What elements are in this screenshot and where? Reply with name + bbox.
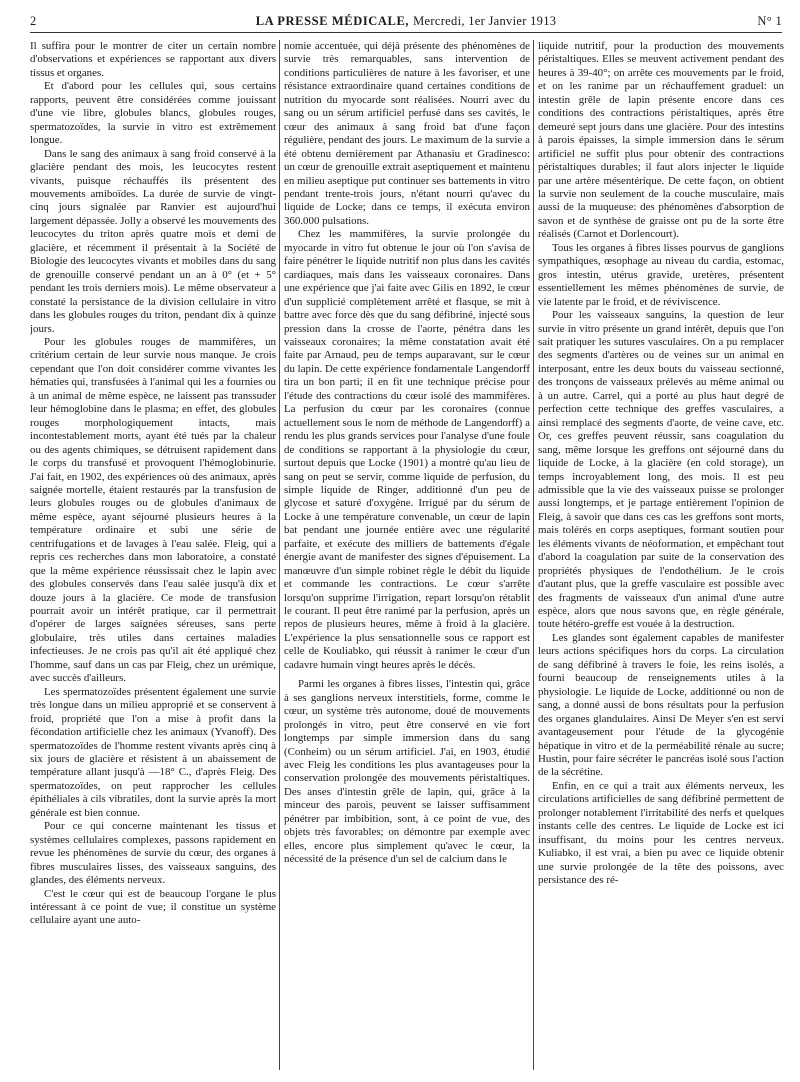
page-number: 2 [30,14,37,28]
header-rule [30,32,782,33]
paragraph: Pour les globules rouges de mammifères, un critérium certain de leur survie nous manque. Je crois cependant que l'on doit considérer comme vivantes les hématies qui, transfusées à l'animal qui les a fournies ou à un animal de même espèce, ne laissent pas transsuder leur hémoglobine dans le plasma; en effet, des globules rouges morphologiquement intacts, mais incontestablement morts, ayant été tués par la chaleur ou des agents chimiques, se détruisent rapidement dans le corps du transfusé et provoquent l'hémoglobinurie. J'ai fait, en 1902, des expériences où des animaux, après saignée mortelle, étaient restaurés par la transfusion de leurs globules rouges ou de globules d'animaux de même espèce, ayant séjourné plusieurs heures à la température ordinaire et subi une série de centrifugations et de lavages à l'eau salée. Fleig, qui a repris ces recherches dans mon laboratoire, a constaté que la même expérience réussissait chez le lapin avec des globules conservés dans l'eau salée jusqu'à dix et douze jours à la glacière. Ce mode de transfusion pourrait avoir un intérêt pratique, car il permettrait d'opérer de larges saignées séreuses, sans perte globulaire, très utiles dans certaines maladies infectieuses. Je ne crois pas qu'il ait été appliqué chez l'homme, sauf dans un cas par Fleig, chez un urémique, avec succès d'ailleurs. [30,335,276,685]
paragraph: Pour les vaisseaux sanguins, la question de leur survie in vitro présente un grand intérêt, depuis que l'on sait pratiquer les sutures vasculaires. On a pu remplacer des segments d'artères ou de veines sur un animal en interposant, entre les deux bouts du vaisseau sectionné, des tronçons de vaisseaux prélevés au même animal ou à un autre. Carrel, qui a porté au plus haut degré de perfection cette technique des greffes vasculaires, a ainsi remplacé des segments d'aorte, de veine cave, etc. Or, ces greffes peuvent réussir, sans coagulation du sang, même lorsque les greffons ont séjourné dans du liquide de Locke, à la glacière (en cold storage), un temps incroyablement long, des mois. Il est peu admissible que la vie des vaisseaux puisse se prolonger aussi longtemps, et je partage entièrement l'opinion de Fleig, à savoir que dans ces cas les greffons sont morts, mais tolérés en corps aseptiques, formant soutien pour les éléments vivants de néoformation, et empêchant tout d'abord la coagulation par suite de la conservation des propriétés physiques de l'endothélium. Je le crois d'autant plus, que la greffe vasculaire est possible avec des fragments de vaisseaux d'un animal d'une autre espèce, alors que nous savons que, en règle générale, toute hétéro-greffe est vouée à la destruction. [538,309,784,631]
issue-number: N° 1 [757,14,782,28]
paragraph: Il suffira pour le montrer de citer un certain nombre d'observations et expériences se rapportant aux divers tissus et organes. [30,40,276,79]
paragraph: Chez les mammifères, la survie prolongée du myocarde in vitro fut obtenue le jour où l'on s'avisa de faire pénétrer le liquide nutritif non plus dans les cavités cardiaques, mais dans les vaisseaux coronaires. Dans une expérience que j'ai faite avec Gilis en 1892, le cœur d'un supplicié complètement arrêté et flasque, se mit à battre avec force dès que du sang défibriné, injecté sous pression dans la crosse de l'aorte, pénétra dans les vaisseaux coronaires; la même constatation avait été faite par Arnaud, peu de temps auparavant, sur le cœur du lapin. De cette expérience fondamentale Langendorff tira un bon parti; il en fit une technique précise pour l'étude des contractions du cœur isolé des mammifères. La perfusion du cœur par les coronaires (connue actuellement sous le nom de méthode de Langendorff) a rendu les plus grands services pour l'analyse d'une foule de conditions se rapportant à la physiologie du cœur, surtout depuis que Locke (1901) a montré qu'au lieu de sang on peut se servir, comme liquide de perfusion, du simple liquide de Ringer, additionné d'un peu de glycose et saturé d'oxygène. Irrigué par du sérum de Locke à une température convenable, un cœur de lapin bat pendant une journée entière avec une régularité parfaite, et exécute des milliers de battements d'égale énergie avant de manifester des signes d'épuisement. La manœuvre d'un simple robinet règle le débit du liquide et commande les contractions. Le cœur s'arrête lorsqu'on supprime l'irrigation, repart lorsqu'on rétablit le courant. Il peut être ranimé par la perfusion, après un repos de plusieurs heures, même à froid à la glacière. L'expérience la plus sensationnelle sous ce rapport est celle de Kouliabko, qui réussit à ranimer le cœur d'un cadavre humain vingt heures après le décès. [284,228,530,671]
paragraph: Pour ce qui concerne maintenant les tissus et systèmes cellulaires complexes, passons rapidement en revue les phénomènes de survie du cœur, des organes à fibres musculaires lisses, des vaisseaux sanguins, des glandes, des éléments nerveux. [30,820,276,887]
paragraph: Les spermatozoïdes présentent également une survie très longue dans un milieu approprié et se conservent à froid, propriété que l'on a mise à profit dans la fécondation artificielle chez les animaux (Yvanoff). Des spermatozoïdes de l'homme restent vivants après cinq à six jours de glacière et résistent à un abaissement de température allant jusqu'à —18° C., d'après Fleig. Des spermatozoïdes, on peut rapprocher les cellules épithéliales à cils vibratiles, dont la survie après la mort générale est bien connue. [30,685,276,819]
paragraph: Dans le sang des animaux à sang froid conservé à la glacière pendant des mois, les leucocytes restent vivants, puisque réchauffés ils présentent des mouvements amiboïdes. La durée de survie de vingt-cinq jours signalée par Ranvier est aujourd'hui largement dépassée. Jolly a observé les mouvements des leucocytes du triton après quatre mois et demi de glacière, et récemment il présentait à la Société de Biologie des leucocytes vivants et mobiles dans du sang de grenouille conservé pendant un an à 0° (et + 5° pendant les trois derniers mois). Le même observateur a constaté la persistance de la division cellulaire in vitro dans les globules rouges du triton, pendant dix à quinze jours. [30,147,276,335]
paragraph: C'est le cœur qui est de beaucoup l'organe le plus intéressant à ce point de vue; il constitue un système cellulaire ayant une auto- [30,887,276,927]
issue-date: Mercredi, 1er Janvier 1913 [413,14,557,28]
paragraph: Tous les organes à fibres lisses pourvus de ganglions sympathiques, œsophage au niveau du cardia, estomac, gros intestin, utérus gravide, uretères, présentent essentiellement les mêmes phénomènes de survie, de vie latente par le froid, et de réviviscence. [538,241,784,308]
running-title [30,14,782,29]
text-column-2 [284,40,530,1076]
paragraph: nomie accentuée, qui déjà présente des phénomènes de survie très remarquables, sans intervention de conditions particulières de nature à les favoriser, et une résistance extraordinaire quand certaines conditions de nutrition du myocarde sont réalisées. Nourri avec du sang ou un sérum artificiel perfusé dans ses cavités, le cœur des animaux à sang froid bat d'une façon régulière, pendant des jours. Le maximum de la survie a été obtenu dernièrement par Athanasiu et Gradinesco: un cœur de grenouille extrait aseptiquement et maintenu en milieu aseptique put continuer ses battements in vitro pendant trente-trois jours, n'étant nourri qu'avec du liquide de Locke; dans ce temps, il exécuta environ 360.000 pulsations. [284,40,530,227]
paragraph: liquide nutritif, pour la production des mouvements péristaltiques. Elles se meuvent activement pendant des heures à 39-40°; on arrête ces mouvements par le froid, et on les ranime par un réchauffement graduel: un intestin grêle de lapin présente encore dans ces conditions des contractions péristaltiques, après être demeuré sept jours dans une glacière. Pour des intestins à parois épaisses, la simple immersion dans le sérum artificiel ne suffit plus pour obtenir des contractions péristaltiques durables; il faut alors injecter le liquide par une artère mésentérique. De cette façon, on obtient la survie non seulement de la couche musculaire, mais aussi de la muqueuse: des phénomènes d'absorption de savon et de synthèse de graisse ont pu de la sorte être réalisés (Carnot et Dorlencourt). [538,40,784,241]
paragraph: Enfin, en ce qui a trait aux éléments nerveux, les circulations artificielles de sang défibriné permettent de prolonger notablement l'irritabilité des nerfs et quelques instants celle des centres. Le liquide de Locke est ici insuffisant, du moins pour les centres nerveux. Kuliabko, il est vrai, a bien pu avec ce liquide obtenir une survie prolongée de la tête des poissons, avec persistance des ré- [538,779,784,887]
paragraph: Et d'abord pour les cellules qui, sous certains rapports, peuvent être considérées comme jouissant d'une vie libre, globules blancs, globules rouges, spermatozoïdes, la survie in vitro est extrêmement longue. [30,80,276,147]
paragraph: Parmi les organes à fibres lisses, l'intestin qui, grâce à ses ganglions nerveux interstitiels, forme, comme le cœur, un système très autonome, doué de mouvements prolongés in vitro, peut être conservé en vie fort longtemps par simple immersion dans du sang (Conheim) ou un sérum artificiel. J'ai, en 1903, étudié avec Fleig les conditions les plus avantageuses pour la conservation prolongée des mouvements péristaltiques. Des anses d'intestin grêle de lapin, qui, grâce à la minceur des parois, peuvent se laisser suffisamment pénétrer par imbibition, sont, à ce point de vue, des objets très favorables; on démontre par exemple avec elles, encore plus simplement qu'avec le cœur, la nécessité de la présence d'un sel de calcium dans le [284,678,530,866]
paragraph: Les glandes sont également capables de manifester leurs actions spécifiques hors du corps. La circulation de sang défibriné à travers le foie, les reins isolés, a fourni beaucoup de renseignements utiles à la physiologie. Le liquide de Locke, additionné ou non de sang, a donné aussi de bons résultats pour la perfusion des organes glandulaires. Ainsi De Meyer s'en est servi avantageusement pour l'étude de la glycogénie hépatique in vitro et de la perméabilité rénale au sucre; Hustin, pour faire sécréter le pancréas isolé sous l'action de la sécrétine. [538,631,784,779]
text-column-1 [30,40,276,1076]
text-column-3 [538,40,784,1076]
column-rule [533,40,534,1070]
masthead: LA PRESSE MÉDICALE, [255,14,410,28]
running-header [30,14,782,34]
column-rule [279,40,280,1070]
